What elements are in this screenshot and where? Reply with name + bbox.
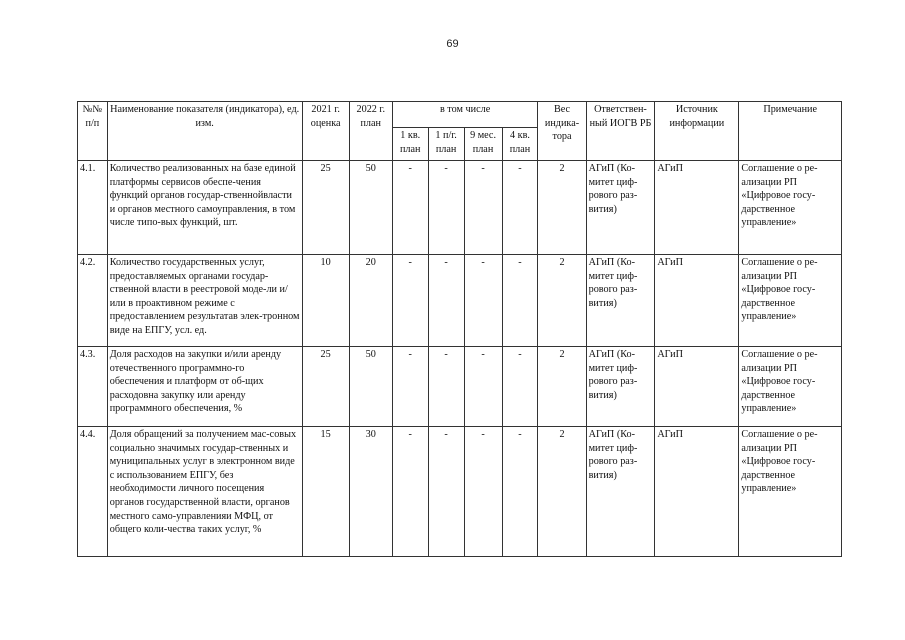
- row-num: 4.2.: [78, 255, 108, 347]
- row-q1: -: [392, 347, 428, 427]
- row-2022: 30: [349, 427, 392, 557]
- row-2022: 50: [349, 347, 392, 427]
- table-body: [78, 161, 842, 557]
- table-row: [78, 347, 842, 427]
- row-2021: 15: [302, 427, 349, 557]
- row-source: АГиП: [655, 255, 739, 347]
- row-name: Количество реализованных на базе единой платформы сервисов обеспе-чения функций органов государ-ственнойвласти и органов местного самоуправления, в том числе типо-вых функций, шт.: [107, 161, 302, 255]
- row-2021: 25: [302, 161, 349, 255]
- header-name: Наименование показателя (индикатора), ед. изм.: [107, 102, 302, 161]
- header-responsible: Ответствен-ный ИОГВ РБ: [586, 102, 655, 161]
- row-9m: -: [464, 347, 502, 427]
- table-header: [78, 102, 842, 161]
- row-source: АГиП: [655, 427, 739, 557]
- header-2021: 2021 г. оценка: [302, 102, 349, 161]
- row-note: Соглашение о ре-ализации РП «Цифровое госу-дарственное управление»: [739, 255, 842, 347]
- row-2021: 25: [302, 347, 349, 427]
- indicators-table: [77, 101, 842, 557]
- header-9m: 9 мес. план: [464, 128, 502, 161]
- table-row: [78, 161, 842, 255]
- row-note: Соглашение о ре-ализации РП «Цифровое госу-дарственное управление»: [739, 427, 842, 557]
- page-number: 69: [446, 38, 459, 50]
- row-h1: -: [428, 347, 464, 427]
- header-2022: 2022 г. план: [349, 102, 392, 161]
- row-responsible: АГиП (Ко-митет циф-рового раз-вития): [586, 427, 655, 557]
- header-weight: Вес индика-тора: [538, 102, 586, 161]
- row-2022: 50: [349, 161, 392, 255]
- row-num: 4.1.: [78, 161, 108, 255]
- row-9m: -: [464, 161, 502, 255]
- row-responsible: АГиП (Ко-митет циф-рового раз-вития): [586, 255, 655, 347]
- row-weight: 2: [538, 161, 586, 255]
- row-note: Соглашение о ре-ализации РП «Цифровое госу-дарственное управление»: [739, 347, 842, 427]
- header-q4: 4 кв. план: [502, 128, 538, 161]
- row-q4: -: [502, 255, 538, 347]
- row-9m: -: [464, 427, 502, 557]
- row-q1: -: [392, 427, 428, 557]
- row-q1: -: [392, 255, 428, 347]
- row-num: 4.3.: [78, 347, 108, 427]
- row-num: 4.4.: [78, 427, 108, 557]
- row-weight: 2: [538, 347, 586, 427]
- row-2021: 10: [302, 255, 349, 347]
- row-source: АГиП: [655, 347, 739, 427]
- row-h1: -: [428, 161, 464, 255]
- header-num: №№ п/п: [78, 102, 108, 161]
- row-2022: 20: [349, 255, 392, 347]
- row-q4: -: [502, 347, 538, 427]
- row-q4: -: [502, 427, 538, 557]
- row-source: АГиП: [655, 161, 739, 255]
- row-name: Доля расходов на закупки и/или аренду отечественного программно-го обеспечения и платформ от об-щих расходовна закупку или аренду программного обеспечения, %: [107, 347, 302, 427]
- row-9m: -: [464, 255, 502, 347]
- header-q1: 1 кв. план: [392, 128, 428, 161]
- table-row: [78, 255, 842, 347]
- row-q1: -: [392, 161, 428, 255]
- table-row: [78, 427, 842, 557]
- header-h1: 1 п/г. план: [428, 128, 464, 161]
- row-name: Доля обращений за получением мас-совых социально значимых государ-ственных и муниципальных услуг в электронном виде с использованием ЕПГУ, без необходимости личного посещения органов государственной власти, органов местного само-управленияи МФЦ, от общего коли-чества таких услуг, %: [107, 427, 302, 557]
- row-weight: 2: [538, 255, 586, 347]
- row-name: Количество государственных услуг, предоставляемых органами государ-ственной власти в реестровой моде-ли и/или в проактивном режиме с предоставлением результатав элек-тронном виде на ЕПГУ, усл. ед.: [107, 255, 302, 347]
- row-h1: -: [428, 255, 464, 347]
- row-weight: 2: [538, 427, 586, 557]
- row-h1: -: [428, 427, 464, 557]
- row-responsible: АГиП (Ко-митет циф-рового раз-вития): [586, 161, 655, 255]
- header-note: Примечание: [739, 102, 842, 161]
- row-note: Соглашение о ре-ализации РП «Цифровое госу-дарственное управление»: [739, 161, 842, 255]
- row-q4: -: [502, 161, 538, 255]
- row-responsible: АГиП (Ко-митет циф-рового раз-вития): [586, 347, 655, 427]
- header-source: Источник информации: [655, 102, 739, 161]
- header-including: в том числе: [392, 102, 538, 128]
